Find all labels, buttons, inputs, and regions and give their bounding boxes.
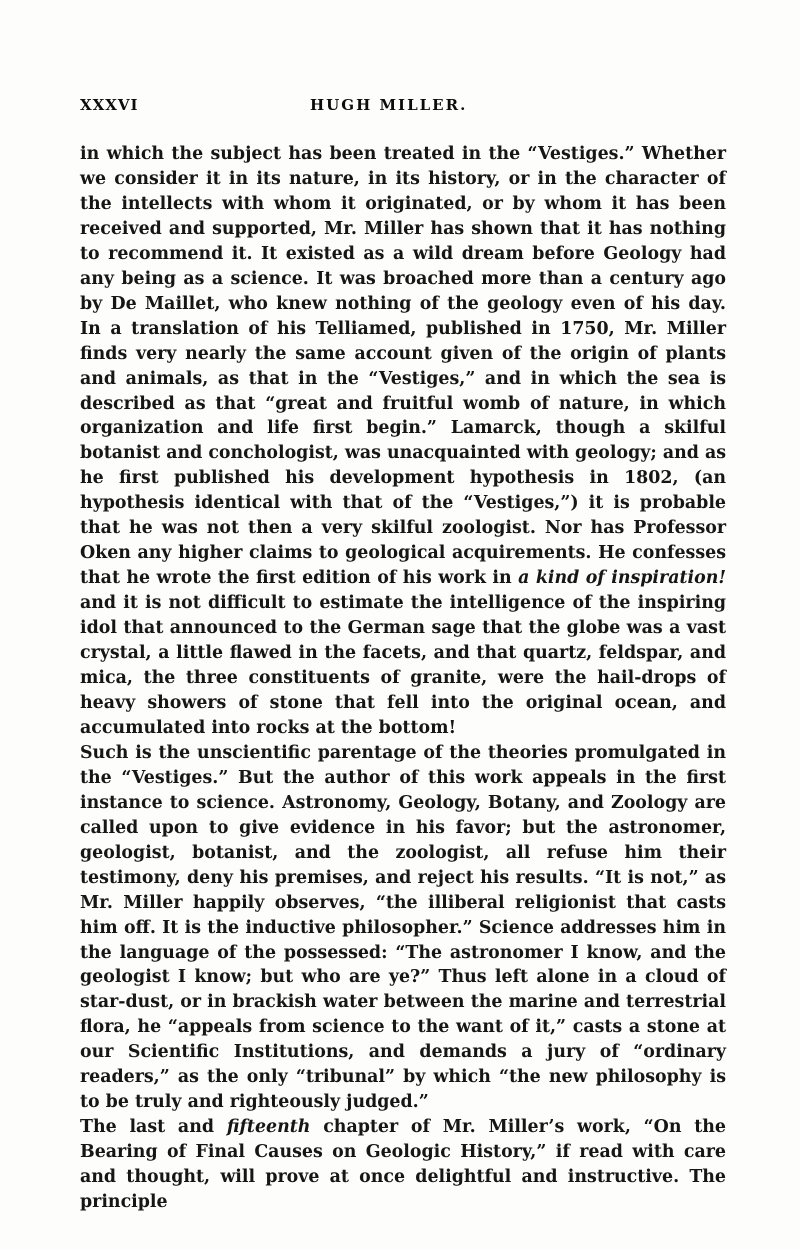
text-segment: chapter of Mr. Miller’s work, “On the Bearing of Final Causes on Geologic History,” if read with care and thought, will prove at once delightful and instructive. The principle [80,1117,726,1213]
paragraph-2 [80,741,726,1115]
paragraph-3 [80,1115,726,1215]
text-segment: and it is not difficult to estimate the intelligence of the inspiring idol that announced to the German sage that the globe was a vast crystal, a little flawed in the facets, and that quartz, feldspar, and mica, the three constituents of granite, were the hail-drops of heavy showers of stone that fell into the original ocean, and accumulated into rocks at the bottom! [80,593,726,738]
paragraph-1 [80,142,726,741]
running-head [80,96,720,120]
italic-phrase: a kind of inspiration! [518,568,726,589]
text-segment: The last and [80,1117,227,1138]
body-text [80,142,726,1215]
running-title: HUGH MILLER. [310,96,468,114]
page-number: XXXVI [80,96,139,114]
italic-word: fifteenth [226,1117,311,1138]
text-segment: Such is the unscientific parentage of the theories promulgated in the “Vestiges.” But the author of this work appeals in the first instance to science. Astronomy, Geology, Botany, and Zoology are called upon to give evidence in his favor; but the astronomer, geologist, botanist, and the zoologist, all refuse him their testimony, deny his premises, and reject his results. “It is not,” as Mr. Miller happily observes, “the illiberal religionist that casts him off. It is the inductive philosopher.” Science addresses him in the language of the possessed: “The astronomer I know, and the geologist I know; but who are ye?” Thus left alone in a cloud of star-dust, or in brackish water between the marine and terrestrial flora, he “appeals from science to the want of it,” casts a stone at our Scientific Institutions, and demands a jury of “ordinary readers,” as the only “tribunal” by which “the new philosophy is to be truly and righteously judged.” [80,742,726,1113]
text-segment: in which the subject has been treated in the “Vestiges.” Whether we consider it in its nature, in its history, or in the character of the intellects with whom it originated, or by whom it has been received and supported, Mr. Miller has shown that it has nothing to recommend it. It existed as a wild dream before Geology had any being as a science. It was broached more than a century ago by De Maillet, who knew nothing of the geology even of his day. In a translation of his Telliamed, published in 1750, Mr. Miller finds very nearly the same account given of the origin of plants and animals, as that in the “Vestiges,” and in which the sea is described as that “great and fruitful womb of nature, in which organization and life first begin.” Lamarck, though a skilful botanist and conchologist, was unacquainted with geology; and as he first published his development hypothesis in 1802, (an hypothesis identical with that of the “Vestiges,”) it is probable that he was not then a very skilful zoologist. Nor has Professor Oken any higher claims to geological acquirements. He confesses that he wrote the first edition of his work in [80,144,727,589]
